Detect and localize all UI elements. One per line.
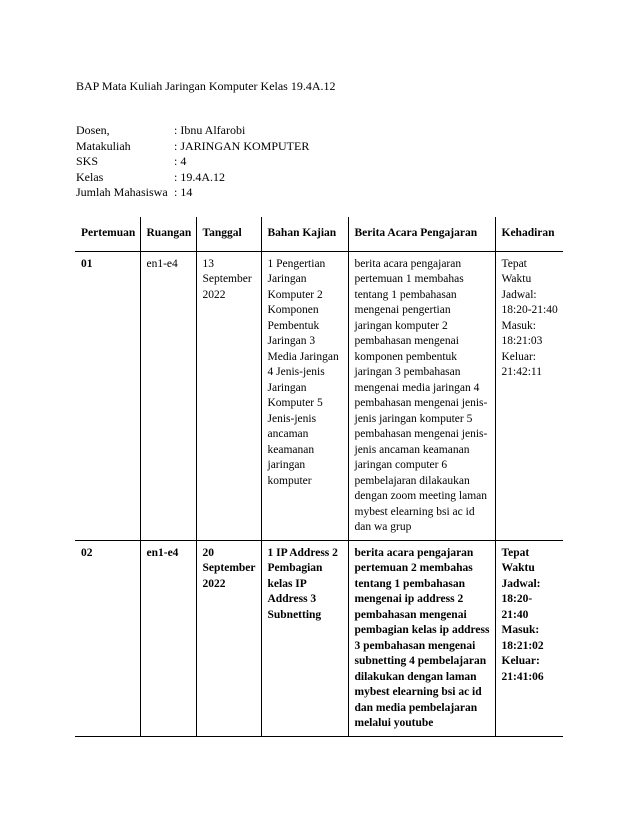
info-row-kelas: [76, 170, 309, 186]
cell-pertemuan: 02: [75, 540, 140, 736]
cell-ruangan: en1-e4: [140, 251, 196, 540]
document-title: BAP Mata Kuliah Jaringan Komputer Kelas 19.4A.12: [76, 79, 336, 93]
table-row: [75, 251, 563, 540]
info-label: SKS: [76, 154, 99, 168]
info-label: Dosen,: [76, 123, 110, 137]
cell-kehadiran: Tepat Waktu Jadwal: 18:20-21:40 Masuk: 18:21:03 Keluar: 21:42:11: [495, 251, 563, 540]
header-berita-acara: Berita Acara Pengajaran: [348, 217, 495, 251]
info-label: Matakuliah: [76, 138, 131, 153]
info-value: : Ibnu Alfarobi: [174, 123, 246, 137]
header-tanggal: Tanggal: [196, 217, 261, 251]
info-value: : JARINGAN KOMPUTER: [174, 138, 310, 153]
cell-bahan-kajian: 1 IP Address 2 Pembagian kelas IP Address 3 Subnetting: [261, 540, 348, 736]
info-value: : 19.4A.12: [174, 169, 225, 184]
info-row-jumlah-mahasiswa: [76, 185, 309, 201]
cell-bahan-kajian: 1 Pengertian Jaringan Komputer 2 Komponen Pembentuk Jaringan 3 Media Jaringan 4 Jenis-jenis Jaringan Komputer 5 Jenis-jenis ancaman keamanan jaringan komputer: [261, 251, 348, 540]
info-label: Jumlah Mahasiswa: [76, 185, 168, 199]
header-pertemuan: Pertemuan: [75, 217, 140, 251]
info-row-matakuliah: [76, 139, 309, 155]
cell-kehadiran: Tepat Waktu Jadwal: 18:20-21:40 Masuk: 18:21:02 Keluar: 21:41:06: [495, 540, 563, 736]
header-kehadiran: Kehadiran: [495, 217, 563, 251]
info-value: : 4: [174, 154, 187, 168]
table-row: [75, 540, 563, 736]
course-info: [76, 123, 309, 201]
info-label: Kelas: [76, 169, 104, 184]
cell-ruangan: en1-e4: [140, 540, 196, 736]
info-row-dosen: [76, 123, 309, 139]
header-bahan-kajian: Bahan Kajian: [261, 217, 348, 251]
info-row-sks: [76, 154, 309, 170]
bap-table: [75, 217, 563, 737]
header-ruangan: Ruangan: [140, 217, 196, 251]
cell-berita-acara: berita acara pengajaran pertemuan 2 membahas tentang 1 pembahasan mengenai ip address 2 pembahasan mengenai pembagian kelas ip address 3 pembahasan mengenai subnetting 4 pembelajaran dilakukan dengan laman mybest elearning bsi ac id dan media pembelajaran melalui youtube: [348, 540, 495, 736]
table-header-row: [75, 217, 563, 251]
cell-pertemuan: 01: [75, 251, 140, 540]
cell-tanggal: 20 September 2022: [196, 540, 261, 736]
info-value: : 14: [174, 185, 193, 199]
cell-tanggal: 13 September 2022: [196, 251, 261, 540]
cell-berita-acara: berita acara pengajaran pertemuan 1 membahas tentang 1 pembahasan mengenai pengertian jaringan komputer 2 pembahasan mengenai komponen pembentuk jaringan 3 pembahasan mengenai media jaringan 4 pembahasan mengenai jenis-jenis jaringan komputer 5 pembahasan mengenai jenis-jenis ancaman keamanan jaringan computer 6 pembelajaran dilakaukan dengan zoom meeting laman mybest elearning bsi ac id dan wa grup: [348, 251, 495, 540]
